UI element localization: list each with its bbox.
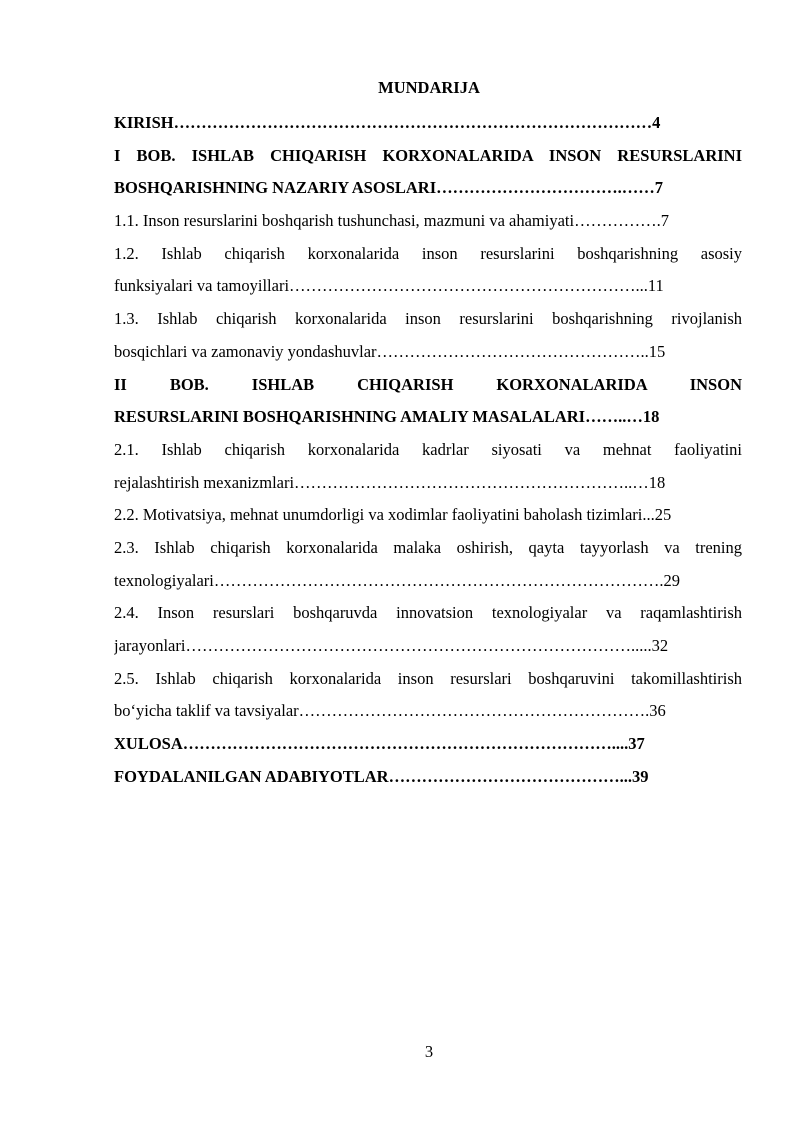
toc-entry-section-2-3-line-1: 2.3. Ishlab chiqarish korxonalarida malaka oshirish, qayta tayyorlash va trening [114,537,742,557]
toc-entry-section-2-5-line-2: bo‘yicha taklif va tavsiyalar……………………………………………………….36 [114,701,666,721]
toc-title: MUNDARIJA [378,78,480,97]
table-of-contents [114,107,742,793]
toc-entry-section-1-2-line-2: funksiyalari va tamoyillari………………………………………………………...11 [114,276,664,296]
toc-entry-section-2-5-line-1: 2.5. Ishlab chiqarish korxonalarida inson resurslari boshqaruvini takomillashtirish [114,668,742,688]
toc-entry-section-2-1-line-1: 2.1. Ishlab chiqarish korxonalarida kadrlar siyosati va mehnat faoliyatini [114,439,742,459]
toc-entry-section-2-4-line-1: 2.4. Inson resurslari boshqaruvda innovatsion texnologiyalar va raqamlashtirish [114,603,742,623]
toc-entry-chapter-1-line-2: BOSHQARISHNING NAZARIY ASOSLARI…………………………….……7 [114,178,664,198]
page-number: 3 [424,1042,434,1061]
toc-entry-section-1-1: 1.1. Inson resurslarini boshqarish tushunchasi, mazmuni va ahamiyati…………….7 [114,211,669,231]
toc-entry-xulosa: XULOSA……………………………………………………………………....37 [114,734,645,754]
toc-entry-chapter-2-line-1: II BOB. ISHLAB CHIQARISH KORXONALARIDA INSON [114,374,742,394]
toc-entry-chapter-2-line-2: RESURSLARINI BOSHQARISHNING AMALIY MASALALARI……..…18 [114,407,660,427]
toc-entry-kirish: KIRISH……………………………………………………………………………4 [114,113,661,132]
toc-entry-section-2-3-line-2: texnologiyalari……………………………………………………………………….29 [114,570,681,590]
toc-entry-section-1-3-line-1: 1.3. Ishlab chiqarish korxonalarida inson resurslarini boshqarishning rivojlanish [114,309,742,329]
toc-entry-section-1-2-line-1: 1.2. Ishlab chiqarish korxonalarida inson resurslarini boshqarishning asosiy [114,243,742,263]
toc-entry-section-2-1-line-2: rejalashtirish mexanizmlari……………………………………………………..…18 [114,472,666,492]
toc-entry-foydalanilgan-adabiyotlar: FOYDALANILGAN ADABIYOTLAR……………………………………...39 [114,766,649,786]
toc-entry-chapter-1-line-1: I BOB. ISHLAB CHIQARISH KORXONALARIDA INSON RESURSLARINI [114,145,742,165]
toc-entry-section-2-4-line-2: jarayonlari……………………………………………………………………….....32 [114,636,669,655]
toc-entry-section-1-3-line-2: bosqichlari va zamonaviy yondashuvlar…………………………………………..15 [114,341,666,361]
toc-entry-section-2-2: 2.2. Motivatsiya, mehnat unumdorligi va xodimlar faoliyatini baholash tizimlari...25 [114,505,672,525]
